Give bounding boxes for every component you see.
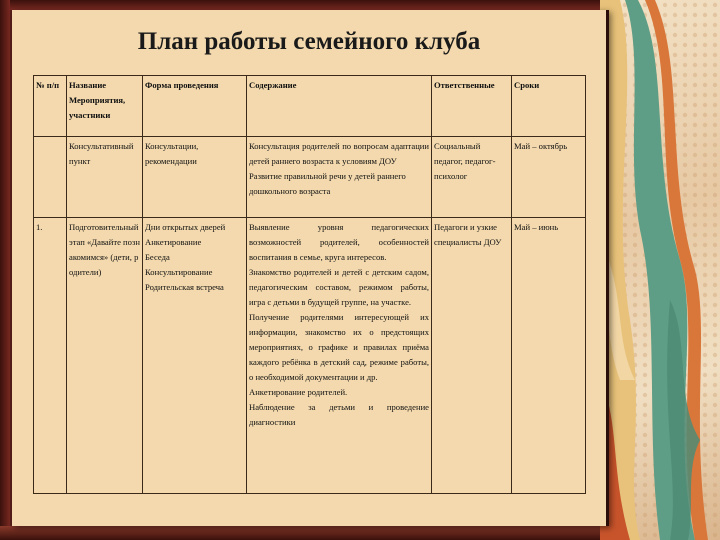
content-line: Анкетирование родителей. — [249, 387, 348, 397]
cell-content — [247, 137, 432, 218]
header-content: Содержание — [247, 76, 432, 137]
header-form: Форма проведения — [143, 76, 247, 137]
cell-name: Консультативный пункт — [67, 137, 143, 218]
table-row — [34, 218, 586, 494]
content-line: Получение родителями интересующей их информации, знакомство их о предстоящих мероприятиях, о графике и правилах приёма каждого ребёнка в детский сад, режиме работы, о необходимой документации и др. — [249, 312, 429, 382]
content-line: Знакомство родителей и детей с детским садом, педагогическим составом, режимом работы, игра с детьми в будущей группе, на участке. — [249, 267, 429, 307]
form-line: Дни открытых дверей — [145, 222, 226, 232]
form-line: Анкетирование — [145, 237, 202, 247]
cell-num: 1. — [34, 218, 67, 494]
table-header-row — [34, 76, 586, 137]
cell-form — [143, 218, 247, 494]
header-name: Название Мероприятия, участники — [67, 76, 143, 137]
form-line: Консультирование — [145, 267, 213, 277]
content-line: Развитие правильной речи у детей раннего дошкольного возраста — [249, 171, 406, 196]
cell-responsible: Педагоги и узкие специалисты ДОУ — [432, 218, 512, 494]
header-dates: Сроки — [512, 76, 586, 137]
cell-dates: Май – октябрь — [512, 137, 586, 218]
content-line: Наблюдение за детьми и проведение диагностики — [249, 402, 429, 427]
slide-page — [12, 10, 609, 526]
cell-form: Консультации, рекомендации — [143, 137, 247, 218]
form-line: Беседа — [145, 252, 170, 262]
cell-dates: Май – июнь — [512, 218, 586, 494]
form-line: Родительская встреча — [145, 282, 224, 292]
header-num: № п/п — [34, 76, 67, 137]
cell-responsible: Социальный педагог, педагог-психолог — [432, 137, 512, 218]
cell-num — [34, 137, 67, 218]
table-row — [34, 137, 586, 218]
decorative-fabric-panel — [600, 0, 720, 540]
fabric-drape-illustration — [600, 0, 720, 540]
content-line: Выявление уровня педагогических возможностей родителей, особенностей воспитания в семье, круга интересов. — [249, 222, 429, 262]
header-responsible: Ответственные — [432, 76, 512, 137]
content-line: Консультация родителей по вопросам адаптации детей раннего возраста к условиям ДОУ — [249, 141, 429, 166]
page-title: План работы семейного клуба — [137, 28, 481, 55]
frame-left — [0, 0, 10, 540]
family-club-plan-table — [33, 75, 586, 494]
cell-content — [247, 218, 432, 494]
cell-name: Подготовительный этап «Давайте познакомимся» (дети, родители) — [67, 218, 143, 494]
